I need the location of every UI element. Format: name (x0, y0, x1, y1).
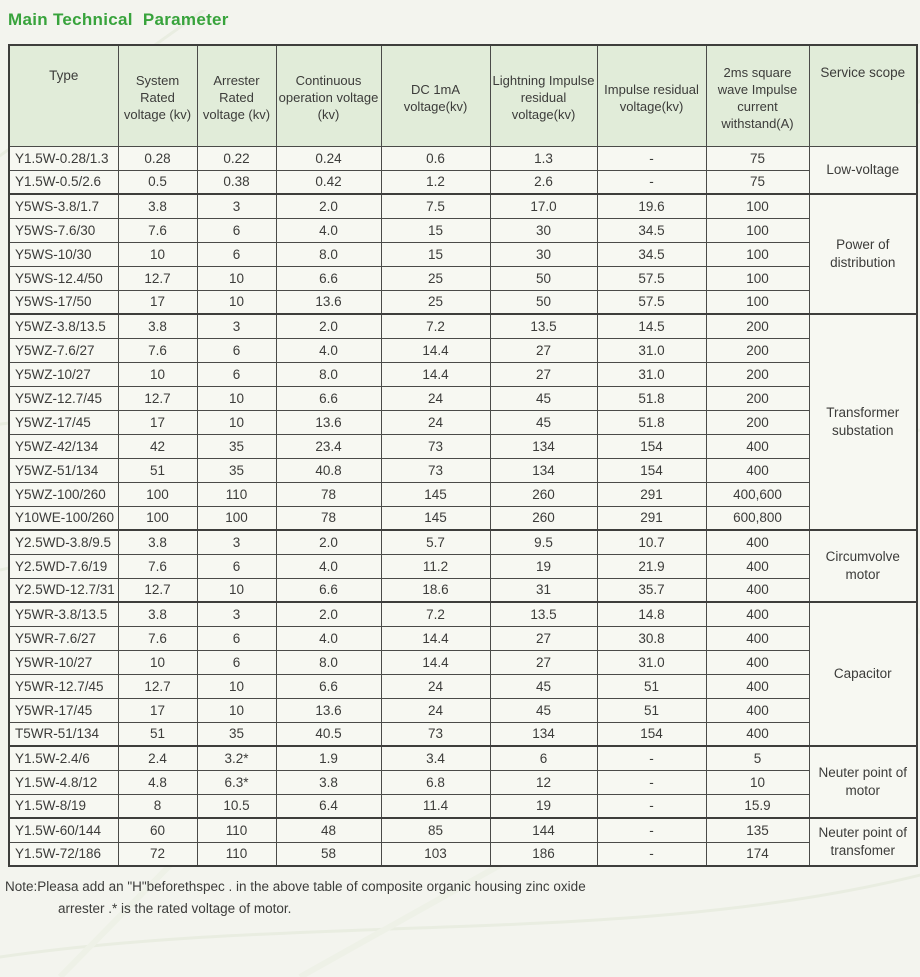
cell-lightning-impulse-residual-voltage: 19 (490, 794, 597, 818)
cell-continuous-operation-voltage: 8.0 (276, 242, 381, 266)
cell-impulse-residual-voltage: 19.6 (597, 194, 706, 218)
cell-2ms-square-wave-withstand: 600,800 (706, 506, 809, 530)
cell-arrester-rated-voltage: 10 (197, 290, 276, 314)
cell-system-rated-voltage: 10 (118, 362, 197, 386)
cell-impulse-residual-voltage: 30.8 (597, 626, 706, 650)
cell-impulse-residual-voltage: 57.5 (597, 266, 706, 290)
cell-continuous-operation-voltage: 6.6 (276, 386, 381, 410)
cell-impulse-residual-voltage: 51 (597, 674, 706, 698)
note-line-2: arrester .* is the rated voltage of motor. (58, 900, 292, 916)
cell-2ms-square-wave-withstand: 15.9 (706, 794, 809, 818)
cell-dc-1ma-voltage: 25 (381, 290, 490, 314)
cell-continuous-operation-voltage: 13.6 (276, 290, 381, 314)
cell-lightning-impulse-residual-voltage: 144 (490, 818, 597, 842)
cell-impulse-residual-voltage: - (597, 746, 706, 770)
cell-arrester-rated-voltage: 10 (197, 386, 276, 410)
cell-dc-1ma-voltage: 7.2 (381, 314, 490, 338)
cell-type: Y5WS-10/30 (9, 242, 118, 266)
cell-lightning-impulse-residual-voltage: 134 (490, 722, 597, 746)
cell-type: Y5WR-7.6/27 (9, 626, 118, 650)
cell-lightning-impulse-residual-voltage: 45 (490, 410, 597, 434)
cell-system-rated-voltage: 100 (118, 482, 197, 506)
cell-lightning-impulse-residual-voltage: 134 (490, 458, 597, 482)
cell-lightning-impulse-residual-voltage: 45 (490, 386, 597, 410)
table-row (9, 482, 917, 506)
cell-lightning-impulse-residual-voltage: 9.5 (490, 530, 597, 554)
cell-lightning-impulse-residual-voltage: 45 (490, 674, 597, 698)
cell-arrester-rated-voltage: 10.5 (197, 794, 276, 818)
cell-continuous-operation-voltage: 2.0 (276, 314, 381, 338)
table-row (9, 218, 917, 242)
cell-dc-1ma-voltage: 24 (381, 698, 490, 722)
table-row (9, 506, 917, 530)
table-row (9, 314, 917, 338)
cell-dc-1ma-voltage: 14.4 (381, 650, 490, 674)
cell-dc-1ma-voltage: 11.4 (381, 794, 490, 818)
cell-continuous-operation-voltage: 4.0 (276, 218, 381, 242)
cell-2ms-square-wave-withstand: 400 (706, 722, 809, 746)
cell-2ms-square-wave-withstand: 400 (706, 602, 809, 626)
cell-impulse-residual-voltage: 291 (597, 506, 706, 530)
cell-continuous-operation-voltage: 2.0 (276, 602, 381, 626)
table-row (9, 794, 917, 818)
cell-type: Y5WZ-3.8/13.5 (9, 314, 118, 338)
cell-arrester-rated-voltage: 110 (197, 818, 276, 842)
cell-lightning-impulse-residual-voltage: 13.5 (490, 314, 597, 338)
column-header-lightning-impulse-residual-voltage: Lightning Impulse residual voltage(kv) (490, 45, 597, 146)
service-scope-cell: Neuter point of motor (809, 746, 917, 818)
cell-lightning-impulse-residual-voltage: 27 (490, 362, 597, 386)
cell-impulse-residual-voltage: 31.0 (597, 362, 706, 386)
note-line-1: Note:Pleasa add an "H"beforethspec . in the above table of composite organic housing zinc oxide (5, 879, 586, 894)
cell-impulse-residual-voltage: 154 (597, 434, 706, 458)
table-row (9, 602, 917, 626)
table-row (9, 578, 917, 602)
table-row (9, 722, 917, 746)
cell-2ms-square-wave-withstand: 400 (706, 458, 809, 482)
cell-impulse-residual-voltage: 31.0 (597, 338, 706, 362)
cell-lightning-impulse-residual-voltage: 260 (490, 506, 597, 530)
cell-system-rated-voltage: 60 (118, 818, 197, 842)
cell-impulse-residual-voltage: 57.5 (597, 290, 706, 314)
table-row (9, 842, 917, 866)
cell-impulse-residual-voltage: 31.0 (597, 650, 706, 674)
cell-impulse-residual-voltage: 14.5 (597, 314, 706, 338)
cell-lightning-impulse-residual-voltage: 6 (490, 746, 597, 770)
cell-impulse-residual-voltage: 51.8 (597, 386, 706, 410)
cell-continuous-operation-voltage: 6.4 (276, 794, 381, 818)
cell-continuous-operation-voltage: 48 (276, 818, 381, 842)
cell-arrester-rated-voltage: 6 (197, 218, 276, 242)
table-row (9, 818, 917, 842)
cell-2ms-square-wave-withstand: 100 (706, 290, 809, 314)
cell-lightning-impulse-residual-voltage: 27 (490, 626, 597, 650)
cell-type: Y1.5W-72/186 (9, 842, 118, 866)
cell-continuous-operation-voltage: 4.0 (276, 626, 381, 650)
column-header-dc-1ma-voltage: DC 1mA voltage(kv) (381, 45, 490, 146)
cell-type: Y1.5W-4.8/12 (9, 770, 118, 794)
cell-continuous-operation-voltage: 4.0 (276, 338, 381, 362)
table-row (9, 626, 917, 650)
cell-dc-1ma-voltage: 24 (381, 674, 490, 698)
cell-dc-1ma-voltage: 3.4 (381, 746, 490, 770)
cell-arrester-rated-voltage: 100 (197, 506, 276, 530)
page-title: Main Technical Parameter (8, 10, 229, 29)
cell-system-rated-voltage: 51 (118, 458, 197, 482)
cell-dc-1ma-voltage: 15 (381, 242, 490, 266)
cell-continuous-operation-voltage: 4.0 (276, 554, 381, 578)
cell-continuous-operation-voltage: 58 (276, 842, 381, 866)
cell-system-rated-voltage: 17 (118, 410, 197, 434)
cell-system-rated-voltage: 7.6 (118, 554, 197, 578)
cell-2ms-square-wave-withstand: 400 (706, 578, 809, 602)
cell-2ms-square-wave-withstand: 400 (706, 650, 809, 674)
cell-arrester-rated-voltage: 6 (197, 650, 276, 674)
cell-type: Y5WR-10/27 (9, 650, 118, 674)
cell-type: Y5WZ-7.6/27 (9, 338, 118, 362)
cell-system-rated-voltage: 2.4 (118, 746, 197, 770)
table-row (9, 242, 917, 266)
cell-system-rated-voltage: 72 (118, 842, 197, 866)
cell-continuous-operation-voltage: 2.0 (276, 530, 381, 554)
cell-type: Y1.5W-8/19 (9, 794, 118, 818)
cell-arrester-rated-voltage: 35 (197, 458, 276, 482)
cell-impulse-residual-voltage: - (597, 770, 706, 794)
cell-2ms-square-wave-withstand: 200 (706, 386, 809, 410)
cell-continuous-operation-voltage: 0.24 (276, 146, 381, 170)
cell-dc-1ma-voltage: 14.4 (381, 362, 490, 386)
cell-dc-1ma-voltage: 11.2 (381, 554, 490, 578)
cell-type: Y1.5W-2.4/6 (9, 746, 118, 770)
column-header-continuous-operation-voltage: Continuous operation voltage (kv) (276, 45, 381, 146)
cell-type: Y5WZ-42/134 (9, 434, 118, 458)
cell-arrester-rated-voltage: 3 (197, 530, 276, 554)
cell-type: T5WR-51/134 (9, 722, 118, 746)
cell-continuous-operation-voltage: 23.4 (276, 434, 381, 458)
cell-continuous-operation-voltage: 8.0 (276, 362, 381, 386)
cell-lightning-impulse-residual-voltage: 12 (490, 770, 597, 794)
service-scope-cell: Transformer substation (809, 314, 917, 530)
cell-dc-1ma-voltage: 7.2 (381, 602, 490, 626)
cell-system-rated-voltage: 3.8 (118, 530, 197, 554)
cell-dc-1ma-voltage: 145 (381, 506, 490, 530)
cell-dc-1ma-voltage: 0.6 (381, 146, 490, 170)
column-header-impulse-residual-voltage: Impulse residual voltage(kv) (597, 45, 706, 146)
cell-system-rated-voltage: 4.8 (118, 770, 197, 794)
cell-lightning-impulse-residual-voltage: 50 (490, 266, 597, 290)
cell-2ms-square-wave-withstand: 75 (706, 146, 809, 170)
cell-lightning-impulse-residual-voltage: 13.5 (490, 602, 597, 626)
cell-lightning-impulse-residual-voltage: 27 (490, 338, 597, 362)
cell-system-rated-voltage: 3.8 (118, 194, 197, 218)
cell-arrester-rated-voltage: 10 (197, 674, 276, 698)
table-row (9, 170, 917, 194)
column-header-2ms-square-wave-withstand: 2ms square wave Impulse current withstand(A) (706, 45, 809, 146)
cell-impulse-residual-voltage: 154 (597, 722, 706, 746)
cell-lightning-impulse-residual-voltage: 1.3 (490, 146, 597, 170)
cell-2ms-square-wave-withstand: 400 (706, 434, 809, 458)
cell-lightning-impulse-residual-voltage: 134 (490, 434, 597, 458)
cell-2ms-square-wave-withstand: 10 (706, 770, 809, 794)
cell-lightning-impulse-residual-voltage: 31 (490, 578, 597, 602)
cell-system-rated-voltage: 12.7 (118, 266, 197, 290)
table-row (9, 410, 917, 434)
cell-arrester-rated-voltage: 3.2* (197, 746, 276, 770)
cell-dc-1ma-voltage: 24 (381, 386, 490, 410)
service-scope-cell: Circumvolve motor (809, 530, 917, 602)
cell-type: Y1.5W-0.28/1.3 (9, 146, 118, 170)
table-row (9, 146, 917, 170)
table-row (9, 338, 917, 362)
cell-type: Y5WR-3.8/13.5 (9, 602, 118, 626)
cell-impulse-residual-voltage: 154 (597, 458, 706, 482)
cell-type: Y5WS-3.8/1.7 (9, 194, 118, 218)
cell-type: Y5WZ-100/260 (9, 482, 118, 506)
column-header-service-scope: Service scope (809, 45, 917, 146)
service-scope-cell: Capacitor (809, 602, 917, 746)
cell-continuous-operation-voltage: 13.6 (276, 410, 381, 434)
cell-continuous-operation-voltage: 6.6 (276, 266, 381, 290)
cell-2ms-square-wave-withstand: 400 (706, 674, 809, 698)
page (0, 10, 920, 919)
cell-arrester-rated-voltage: 6.3* (197, 770, 276, 794)
cell-dc-1ma-voltage: 73 (381, 434, 490, 458)
cell-continuous-operation-voltage: 40.8 (276, 458, 381, 482)
cell-system-rated-voltage: 12.7 (118, 386, 197, 410)
cell-impulse-residual-voltage: 21.9 (597, 554, 706, 578)
cell-dc-1ma-voltage: 145 (381, 482, 490, 506)
cell-arrester-rated-voltage: 35 (197, 722, 276, 746)
cell-system-rated-voltage: 0.5 (118, 170, 197, 194)
cell-2ms-square-wave-withstand: 75 (706, 170, 809, 194)
cell-system-rated-voltage: 12.7 (118, 578, 197, 602)
cell-continuous-operation-voltage: 8.0 (276, 650, 381, 674)
cell-impulse-residual-voltage: 34.5 (597, 242, 706, 266)
cell-impulse-residual-voltage: 291 (597, 482, 706, 506)
cell-system-rated-voltage: 10 (118, 242, 197, 266)
cell-system-rated-voltage: 3.8 (118, 602, 197, 626)
table-row (9, 266, 917, 290)
cell-type: Y5WS-12.4/50 (9, 266, 118, 290)
cell-impulse-residual-voltage: 14.8 (597, 602, 706, 626)
service-scope-cell: Power of distribution (809, 194, 917, 314)
table-row (9, 362, 917, 386)
column-header-arrester-rated-voltage: Arrester Rated voltage (kv) (197, 45, 276, 146)
cell-type: Y2.5WD-3.8/9.5 (9, 530, 118, 554)
cell-impulse-residual-voltage: 51.8 (597, 410, 706, 434)
table-row (9, 650, 917, 674)
cell-system-rated-voltage: 7.6 (118, 626, 197, 650)
cell-dc-1ma-voltage: 25 (381, 266, 490, 290)
note (5, 876, 920, 919)
table-row (9, 554, 917, 578)
cell-dc-1ma-voltage: 6.8 (381, 770, 490, 794)
cell-dc-1ma-voltage: 14.4 (381, 338, 490, 362)
cell-dc-1ma-voltage: 73 (381, 722, 490, 746)
cell-system-rated-voltage: 3.8 (118, 314, 197, 338)
cell-type: Y1.5W-60/144 (9, 818, 118, 842)
cell-type: Y5WS-7.6/30 (9, 218, 118, 242)
cell-arrester-rated-voltage: 10 (197, 698, 276, 722)
table-header-row (9, 45, 917, 146)
cell-arrester-rated-voltage: 3 (197, 314, 276, 338)
cell-continuous-operation-voltage: 6.6 (276, 674, 381, 698)
cell-lightning-impulse-residual-voltage: 30 (490, 242, 597, 266)
cell-system-rated-voltage: 100 (118, 506, 197, 530)
technical-parameter-table (8, 44, 918, 867)
cell-arrester-rated-voltage: 6 (197, 242, 276, 266)
cell-system-rated-voltage: 42 (118, 434, 197, 458)
cell-continuous-operation-voltage: 2.0 (276, 194, 381, 218)
table-row (9, 290, 917, 314)
cell-arrester-rated-voltage: 3 (197, 602, 276, 626)
cell-impulse-residual-voltage: 34.5 (597, 218, 706, 242)
cell-system-rated-voltage: 51 (118, 722, 197, 746)
cell-2ms-square-wave-withstand: 100 (706, 266, 809, 290)
cell-system-rated-voltage: 17 (118, 698, 197, 722)
cell-system-rated-voltage: 7.6 (118, 218, 197, 242)
table-row (9, 770, 917, 794)
cell-impulse-residual-voltage: 35.7 (597, 578, 706, 602)
service-scope-cell: Low-voltage (809, 146, 917, 194)
cell-continuous-operation-voltage: 13.6 (276, 698, 381, 722)
cell-2ms-square-wave-withstand: 200 (706, 338, 809, 362)
cell-continuous-operation-voltage: 78 (276, 506, 381, 530)
cell-arrester-rated-voltage: 6 (197, 338, 276, 362)
table-row (9, 530, 917, 554)
cell-2ms-square-wave-withstand: 200 (706, 410, 809, 434)
cell-continuous-operation-voltage: 40.5 (276, 722, 381, 746)
service-scope-cell: Neuter point of transfomer (809, 818, 917, 866)
cell-arrester-rated-voltage: 6 (197, 554, 276, 578)
table-row (9, 674, 917, 698)
cell-dc-1ma-voltage: 1.2 (381, 170, 490, 194)
cell-dc-1ma-voltage: 85 (381, 818, 490, 842)
cell-impulse-residual-voltage: - (597, 818, 706, 842)
cell-arrester-rated-voltage: 10 (197, 266, 276, 290)
cell-continuous-operation-voltage: 3.8 (276, 770, 381, 794)
cell-2ms-square-wave-withstand: 400,600 (706, 482, 809, 506)
cell-lightning-impulse-residual-voltage: 19 (490, 554, 597, 578)
cell-type: Y5WR-17/45 (9, 698, 118, 722)
table-row (9, 458, 917, 482)
cell-2ms-square-wave-withstand: 200 (706, 314, 809, 338)
cell-2ms-square-wave-withstand: 400 (706, 626, 809, 650)
cell-2ms-square-wave-withstand: 400 (706, 698, 809, 722)
table-row (9, 746, 917, 770)
cell-arrester-rated-voltage: 35 (197, 434, 276, 458)
cell-system-rated-voltage: 12.7 (118, 674, 197, 698)
cell-type: Y1.5W-0.5/2.6 (9, 170, 118, 194)
cell-continuous-operation-voltage: 1.9 (276, 746, 381, 770)
cell-type: Y5WZ-10/27 (9, 362, 118, 386)
cell-type: Y5WZ-12.7/45 (9, 386, 118, 410)
cell-dc-1ma-voltage: 73 (381, 458, 490, 482)
cell-dc-1ma-voltage: 24 (381, 410, 490, 434)
cell-lightning-impulse-residual-voltage: 45 (490, 698, 597, 722)
cell-lightning-impulse-residual-voltage: 50 (490, 290, 597, 314)
cell-system-rated-voltage: 0.28 (118, 146, 197, 170)
cell-impulse-residual-voltage: - (597, 170, 706, 194)
cell-dc-1ma-voltage: 15 (381, 218, 490, 242)
cell-type: Y5WZ-51/134 (9, 458, 118, 482)
table-body (9, 146, 917, 866)
table-row (9, 194, 917, 218)
cell-type: Y10WE-100/260 (9, 506, 118, 530)
cell-continuous-operation-voltage: 6.6 (276, 578, 381, 602)
cell-arrester-rated-voltage: 0.22 (197, 146, 276, 170)
column-header-system-rated-voltage: System Rated voltage (kv) (118, 45, 197, 146)
cell-2ms-square-wave-withstand: 5 (706, 746, 809, 770)
cell-arrester-rated-voltage: 110 (197, 482, 276, 506)
cell-arrester-rated-voltage: 10 (197, 578, 276, 602)
cell-lightning-impulse-residual-voltage: 260 (490, 482, 597, 506)
cell-dc-1ma-voltage: 14.4 (381, 626, 490, 650)
cell-dc-1ma-voltage: 7.5 (381, 194, 490, 218)
cell-type: Y2.5WD-12.7/31 (9, 578, 118, 602)
cell-continuous-operation-voltage: 78 (276, 482, 381, 506)
cell-lightning-impulse-residual-voltage: 186 (490, 842, 597, 866)
cell-type: Y5WS-17/50 (9, 290, 118, 314)
cell-2ms-square-wave-withstand: 100 (706, 242, 809, 266)
cell-2ms-square-wave-withstand: 174 (706, 842, 809, 866)
cell-lightning-impulse-residual-voltage: 30 (490, 218, 597, 242)
cell-2ms-square-wave-withstand: 400 (706, 554, 809, 578)
cell-arrester-rated-voltage: 6 (197, 626, 276, 650)
cell-arrester-rated-voltage: 3 (197, 194, 276, 218)
cell-system-rated-voltage: 7.6 (118, 338, 197, 362)
cell-type: Y2.5WD-7.6/19 (9, 554, 118, 578)
cell-continuous-operation-voltage: 0.42 (276, 170, 381, 194)
table-row (9, 434, 917, 458)
cell-arrester-rated-voltage: 6 (197, 362, 276, 386)
cell-arrester-rated-voltage: 10 (197, 410, 276, 434)
cell-dc-1ma-voltage: 18.6 (381, 578, 490, 602)
cell-2ms-square-wave-withstand: 200 (706, 362, 809, 386)
cell-type: Y5WR-12.7/45 (9, 674, 118, 698)
column-header-type: Type (9, 45, 118, 146)
cell-system-rated-voltage: 17 (118, 290, 197, 314)
cell-system-rated-voltage: 10 (118, 650, 197, 674)
cell-impulse-residual-voltage: - (597, 146, 706, 170)
cell-2ms-square-wave-withstand: 100 (706, 218, 809, 242)
cell-arrester-rated-voltage: 0.38 (197, 170, 276, 194)
cell-2ms-square-wave-withstand: 135 (706, 818, 809, 842)
table-row (9, 386, 917, 410)
cell-system-rated-voltage: 8 (118, 794, 197, 818)
cell-2ms-square-wave-withstand: 100 (706, 194, 809, 218)
cell-2ms-square-wave-withstand: 400 (706, 530, 809, 554)
cell-lightning-impulse-residual-voltage: 17.0 (490, 194, 597, 218)
cell-arrester-rated-voltage: 110 (197, 842, 276, 866)
cell-lightning-impulse-residual-voltage: 2.6 (490, 170, 597, 194)
cell-lightning-impulse-residual-voltage: 27 (490, 650, 597, 674)
cell-dc-1ma-voltage: 5.7 (381, 530, 490, 554)
table-row (9, 698, 917, 722)
cell-impulse-residual-voltage: - (597, 842, 706, 866)
cell-dc-1ma-voltage: 103 (381, 842, 490, 866)
cell-type: Y5WZ-17/45 (9, 410, 118, 434)
cell-impulse-residual-voltage: - (597, 794, 706, 818)
cell-impulse-residual-voltage: 51 (597, 698, 706, 722)
cell-impulse-residual-voltage: 10.7 (597, 530, 706, 554)
